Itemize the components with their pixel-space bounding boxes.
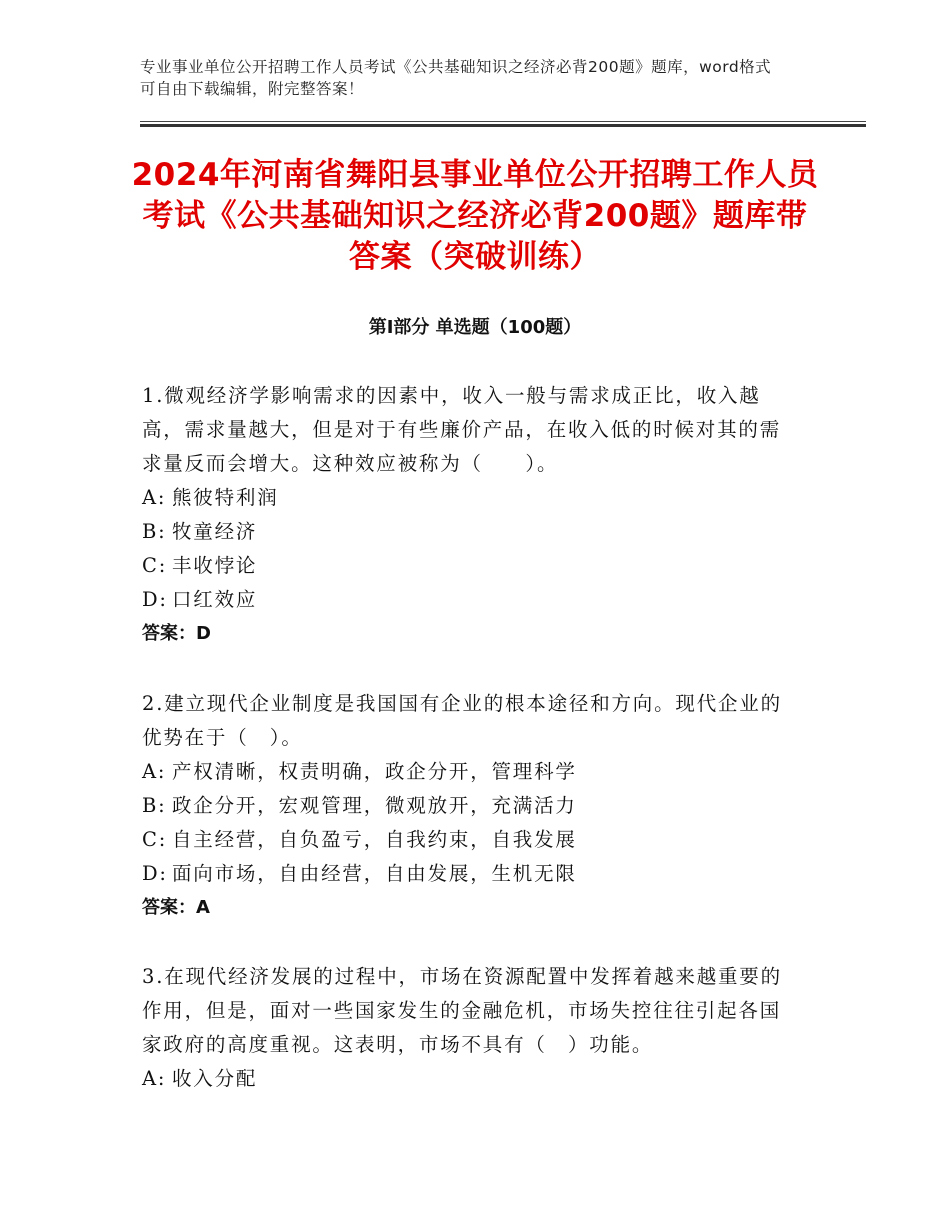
option-text: 熊彼特利润 xyxy=(172,486,279,509)
option-key: A: xyxy=(142,760,167,783)
section-heading: 第Ⅰ部分 单选题（100题） xyxy=(368,317,582,338)
option-key: D: xyxy=(142,588,168,611)
option-c xyxy=(142,823,802,857)
answer-line: 答案：A xyxy=(142,897,210,918)
option-text: 口红效应 xyxy=(172,588,258,611)
header-divider-thick xyxy=(140,124,866,127)
option-b xyxy=(142,515,802,549)
option-a xyxy=(142,481,802,515)
answer-line: 答案：D xyxy=(142,623,211,644)
option-d xyxy=(142,583,802,617)
option-a xyxy=(142,755,802,789)
option-c xyxy=(142,549,802,583)
header-divider-thin xyxy=(140,121,866,122)
option-key: B: xyxy=(142,520,167,543)
question-2 xyxy=(142,687,802,925)
option-text: 收入分配 xyxy=(172,1067,258,1090)
question-stem: 2.建立现代企业制度是我国国有企业的根本途径和方向。现代企业的优势在于（ ）。 xyxy=(142,692,782,749)
option-text: 自主经营，自负盈亏，自我约束，自我发展 xyxy=(172,828,577,851)
option-b xyxy=(142,789,802,823)
question-stem: 3.在现代经济发展的过程中，市场在资源配置中发挥着越来越重要的作用，但是，面对一些国家发生的金融危机，市场失控往往引起各国家政府的高度重视。这表明，市场不具有（ ）功能。 xyxy=(142,965,782,1056)
option-key: B: xyxy=(142,794,167,817)
question-3 xyxy=(142,960,802,1096)
option-text: 丰收悖论 xyxy=(172,554,258,577)
option-key: C: xyxy=(142,828,168,851)
header-note: 专业事业单位公开招聘工作人员考试《公共基础知识之经济必背200题》题库，word格式可自由下载编辑，附完整答案！ xyxy=(140,58,772,98)
option-d xyxy=(142,857,802,891)
question-stem: 1.微观经济学影响需求的因素中，收入一般与需求成正比，收入越高，需求量越大，但是对于有些廉价产品，在收入低的时候对其的需求量反而会增大。这种效应被称为（ ）。 xyxy=(142,384,782,475)
option-key: C: xyxy=(142,554,168,577)
option-a xyxy=(142,1062,802,1096)
option-text: 政企分开，宏观管理，微观放开，充满活力 xyxy=(172,794,577,817)
option-text: 面向市场，自由经营，自由发展，生机无限 xyxy=(172,862,577,885)
option-text: 产权清晰，权责明确，政企分开，管理科学 xyxy=(172,760,577,783)
option-key: A: xyxy=(142,1067,167,1090)
option-key: A: xyxy=(142,486,167,509)
question-1 xyxy=(142,379,802,651)
option-text: 牧童经济 xyxy=(172,520,258,543)
document-title: 2024年河南省舞阳县事业单位公开招聘工作人员考试《公共基础知识之经济必背200题》题库带答案（突破训练） xyxy=(131,157,819,275)
option-key: D: xyxy=(142,862,168,885)
